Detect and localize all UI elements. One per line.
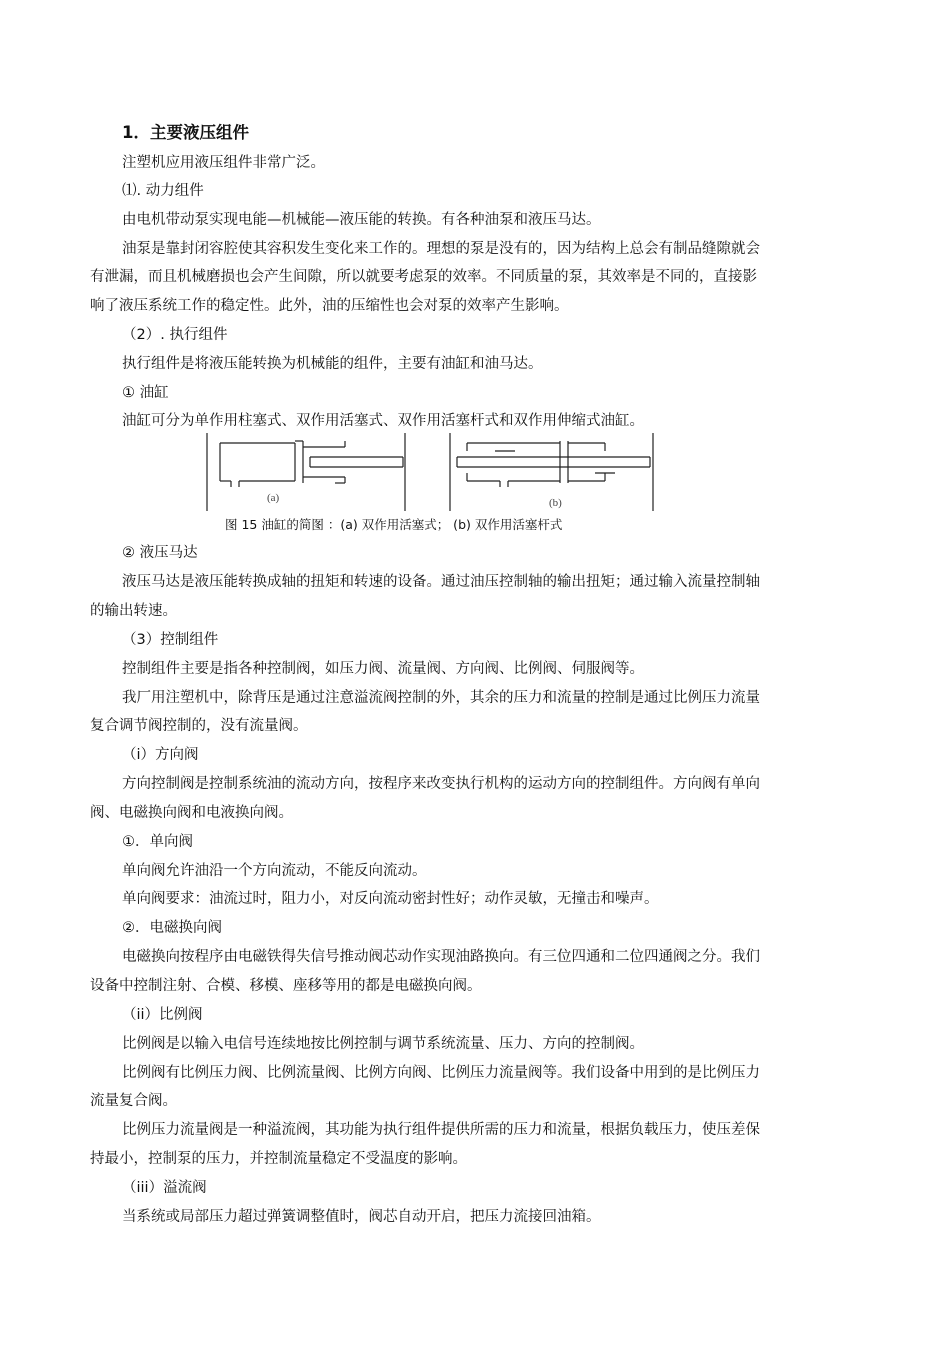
control-paragraph-2-line-1: 我厂用注塑机中，除背压是通过注意溢流阀控制的外，其余的压力和流量的控制是通过比例压力流量 (122, 690, 760, 706)
cylinder-diagram-a (207, 433, 405, 511)
cylinder-diagram-figure (205, 431, 655, 515)
check-valve-paragraph-2: 单向阀要求：油流过时，阻力小，对反向流动密封性好；动作灵敏，无撞击和噪声。 (122, 891, 659, 907)
check-valve-paragraph-1: 单向阀允许油沿一个方向流动，不能反向流动。 (122, 863, 427, 879)
power-component-heading: ⑴. 动力组件 (122, 183, 204, 199)
proportional-valve-paragraph-1: 比例阀是以输入电信号连续地按比例控制与调节系统流量、压力、方向的控制阀。 (122, 1036, 644, 1052)
control-heading: （3）控制组件 (122, 632, 219, 648)
actuator-heading: （2）. 执行组件 (122, 327, 228, 343)
hydraulic-motor-line-2: 的输出转速。 (90, 603, 177, 619)
proportional-valve-paragraph-2-line-2: 流量复合阀。 (90, 1093, 177, 1109)
cylinder-paragraph: 油缸可分为单作用柱塞式、双作用活塞式、双作用活塞杆式和双作用伸缩式油缸。 (122, 413, 644, 429)
proportional-valve-heading: （ii）比例阀 (122, 1007, 203, 1023)
direction-valve-heading: （i）方向阀 (122, 747, 199, 763)
hydraulic-motor-line-1: 液压马达是液压能转换成轴的扭矩和转速的设备。通过油压控制轴的输出扭矩；通过输入流量控制轴 (122, 574, 760, 590)
solenoid-valve-line-1: 电磁换向按程序由电磁铁得失信号推动阀芯动作实现油路换向。有三位四通和二位四通阀之分。我们 (122, 949, 760, 965)
figure-caption: 图 15 油缸的简图 ：(a) 双作用活塞式； (b) 双作用活塞杆式 (225, 517, 563, 532)
proportional-valve-paragraph-3-line-2: 持最小，控制泵的压力，并控制流量稳定不受温度的影响。 (90, 1151, 467, 1167)
proportional-valve-paragraph-3-line-1: 比例压力流量阀是一种溢流阀，其功能为执行组件提供所需的压力和流量，根据负载压力，使压差保 (122, 1122, 760, 1138)
intro-paragraph: 注塑机应用液压组件非常广泛。 (122, 155, 325, 171)
solenoid-valve-heading: ②．电磁换向阀 (122, 920, 222, 936)
relief-valve-heading: （iii）溢流阀 (122, 1180, 207, 1196)
actuator-paragraph: 执行组件是将液压能转换为机械能的组件，主要有油缸和油马达。 (122, 356, 543, 372)
proportional-valve-paragraph-2-line-1: 比例阀有比例压力阀、比例流量阀、比例方向阀、比例压力流量阀等。我们设备中用到的是比例压力 (122, 1065, 760, 1081)
control-paragraph-1: 控制组件主要是指各种控制阀，如压力阀、流量阀、方向阀、比例阀、伺服阀等。 (122, 661, 644, 677)
diagram-label-a: (a) (267, 492, 280, 504)
pump-paragraph-line-1: 油泵是靠封闭容腔使其容积发生变化来工作的。理想的泵是没有的，因为结构上总会有制品缝隙就会 (122, 241, 760, 257)
power-paragraph-1: 由电机带动泵实现电能—机械能—液压能的转换。有各种油泵和液压马达。 (122, 212, 601, 228)
diagram-label-b: (b) (549, 497, 562, 509)
pump-paragraph-line-2: 有泄漏，而且机械磨损也会产生间隙，所以就要考虑泵的效率。不同质量的泵，其效率是不同的，直接影 (90, 269, 757, 285)
relief-valve-paragraph: 当系统或局部压力超过弹簧调整值时，阀芯自动开启，把压力流接回油箱。 (122, 1209, 601, 1225)
control-paragraph-2-line-2: 复合调节阀控制的，没有流量阀。 (90, 718, 308, 734)
check-valve-heading: ①．单向阀 (122, 834, 193, 850)
solenoid-valve-line-2: 设备中控制注射、合模、移模、座移等用的都是电磁换向阀。 (90, 978, 482, 994)
cylinder-heading: ① 油缸 (122, 385, 169, 401)
hydraulic-motor-heading: ② 液压马达 (122, 545, 198, 561)
section-title: 1．主要液压组件 (122, 123, 249, 142)
cylinder-diagrams (205, 431, 655, 515)
direction-valve-line-2: 阀、电磁换向阀和电液换向阀。 (90, 805, 293, 821)
pump-paragraph-line-3: 响了液压系统工作的稳定性。此外，油的压缩性也会对泵的效率产生影响。 (90, 298, 569, 314)
direction-valve-line-1: 方向控制阀是控制系统油的流动方向，按程序来改变执行机构的运动方向的控制组件。方向阀有单向 (122, 776, 760, 792)
